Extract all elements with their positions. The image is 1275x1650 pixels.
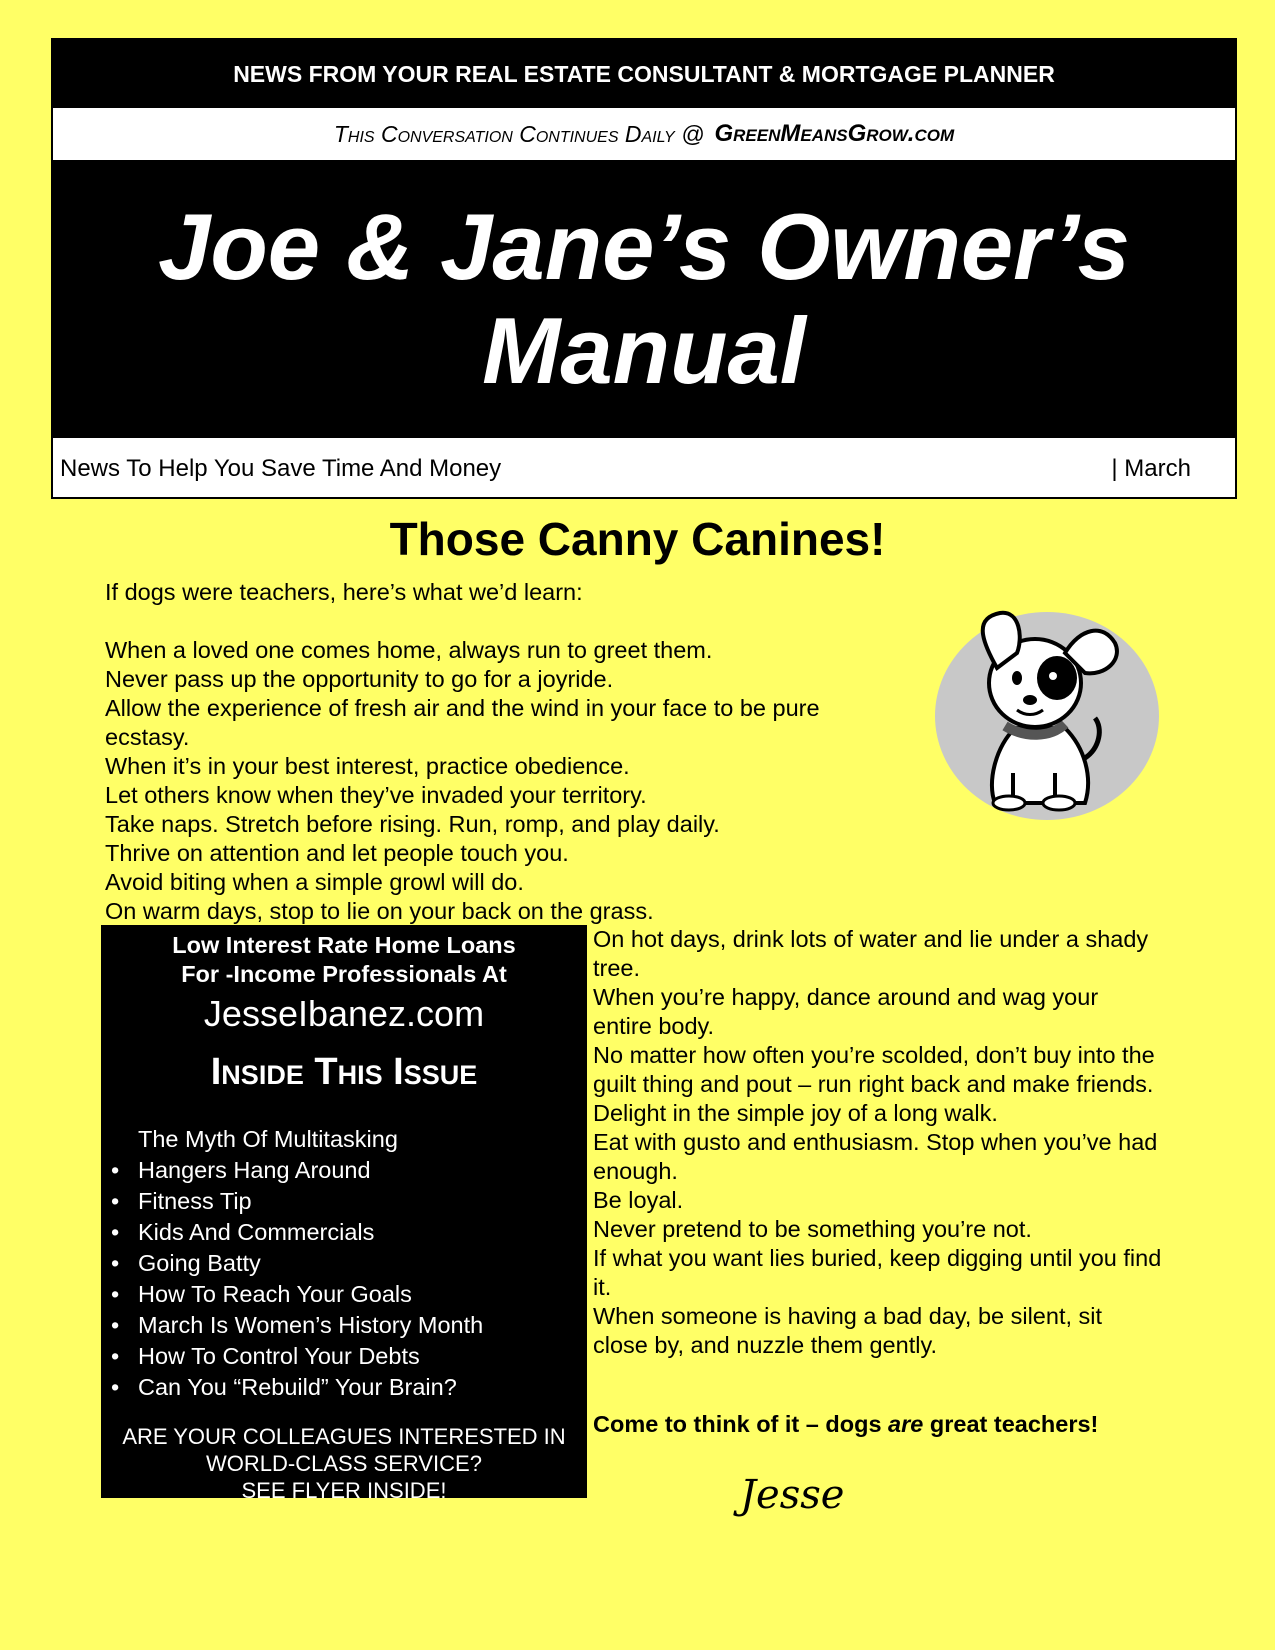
bullet: • [111, 1188, 120, 1214]
toc-item [111, 1248, 587, 1279]
article-intro: If dogs were teachers, here’s what we’d learn: [105, 579, 583, 605]
toc-item-label: Kids And Commercials [138, 1219, 375, 1245]
newsletter-title: Joe & Jane’s Owner’s Manual [158, 194, 1130, 403]
callout-line: WORLD-CLASS SERVICE? [206, 1451, 482, 1476]
bullet: • [111, 1250, 120, 1276]
toc-item [111, 1372, 587, 1403]
list-item: Take naps. Stretch before rising. Run, romp, and play daily. [105, 811, 720, 837]
toc-item-label: Fitness Tip [138, 1188, 252, 1214]
list-item: If what you want lies buried, keep digging until you find it. [593, 1245, 1162, 1300]
toc-item-label: The Myth Of Multitasking [138, 1126, 398, 1152]
signature: Jesse [740, 1472, 845, 1518]
promo-text [101, 931, 587, 989]
bullet: • [111, 1374, 120, 1400]
list-item: When it’s in your best interest, practice obedience. [105, 753, 630, 779]
toc-item-label: Can You “Rebuild” Your Brain? [138, 1374, 457, 1400]
list-item: On warm days, stop to lie on your back on the grass. [105, 898, 654, 924]
sidebar-box [101, 925, 587, 1503]
website-link[interactable]: GreenMeansGrow.com [714, 120, 955, 147]
list-item: Let others know when they’ve invaded your territory. [105, 782, 647, 808]
newsletter-subtitle: News To Help You Save Time And Money [60, 454, 502, 482]
toc-item [111, 1341, 587, 1372]
closing-emphasis: are [888, 1411, 924, 1437]
promo-line: For -Income Professionals At [181, 961, 507, 987]
bullet [111, 1124, 138, 1155]
list-item: Avoid biting when a simple growl will do. [105, 869, 524, 895]
list-item: Never pass up the opportunity to go for a joyride. [105, 666, 614, 692]
bullet: • [111, 1219, 120, 1245]
inside-issue-title: Inside This Issue [210, 1051, 478, 1093]
tagline-text: This Conversation Continues Daily @ [333, 120, 705, 147]
bullet: • [111, 1281, 120, 1307]
list-item: Eat with gusto and enthusiasm. Stop when you’ve had enough. [593, 1129, 1158, 1184]
table-of-contents [101, 1124, 587, 1403]
list-item: When a loved one comes home, always run to greet them. [105, 637, 713, 663]
closing-line [593, 1411, 1098, 1438]
cartoon-dog-icon [925, 598, 1165, 823]
callout-line: ARE YOUR COLLEAGUES INTERESTED IN [122, 1424, 566, 1449]
masthead [51, 38, 1237, 499]
sub-bar [53, 438, 1235, 499]
article-headline: Those Canny Canines! [389, 513, 886, 565]
title-block [53, 160, 1235, 438]
list-item: Thrive on attention and let people touch you. [105, 840, 569, 866]
closing-text-a: Come to think of it – dogs [593, 1411, 889, 1437]
list-item: When you’re happy, dance around and wag your entire body. [593, 984, 1099, 1039]
toc-item [111, 1186, 587, 1217]
toc-item-label: Hangers Hang Around [138, 1157, 371, 1183]
list-item: Delight in the simple joy of a long walk. [593, 1100, 998, 1126]
bullet: • [111, 1157, 120, 1183]
bullet: • [111, 1343, 120, 1369]
promo-line: Low Interest Rate Home Loans [172, 932, 516, 958]
closing-text-c: great teachers! [923, 1411, 1099, 1437]
toc-item [111, 1279, 587, 1310]
list-item: No matter how often you’re scolded, don’t buy into the guilt thing and pout – run right back and make friends. [593, 1042, 1155, 1097]
toc-item-label: March Is Women’s History Month [138, 1312, 484, 1338]
list-item: On hot days, drink lots of water and lie under a shady tree. [593, 926, 1149, 981]
list-item: Allow the experience of fresh air and the wind in your face to be pure ecstasy. [105, 695, 820, 750]
toc-item [111, 1155, 587, 1186]
toc-item-label: Going Batty [138, 1250, 261, 1276]
lessons-list-right [593, 925, 1163, 1360]
tagline [53, 108, 1235, 160]
list-item: When someone is having a bad day, be silent, sit close by, and nuzzle them gently. [593, 1303, 1103, 1358]
toc-item-label: How To Reach Your Goals [138, 1281, 412, 1307]
toc-item [111, 1217, 587, 1248]
toc-item-label: How To Control Your Debts [138, 1343, 420, 1369]
toc-item [111, 1124, 587, 1155]
list-item: Be loyal. [593, 1187, 684, 1213]
lessons-list-left [105, 636, 905, 926]
list-item: Never pretend to be something you’re not. [593, 1216, 1032, 1242]
bullet: • [111, 1312, 120, 1338]
promo-website-link[interactable]: JesseIbanez.com [203, 993, 485, 1034]
callout-line: SEE FLYER INSIDE! [241, 1478, 447, 1503]
top-banner: NEWS FROM YOUR REAL ESTATE CONSULTANT & MORTGAGE PLANNER [53, 40, 1235, 108]
flyer-callout [101, 1423, 587, 1504]
toc-item [111, 1310, 587, 1341]
issue-month: | March [1111, 454, 1191, 482]
